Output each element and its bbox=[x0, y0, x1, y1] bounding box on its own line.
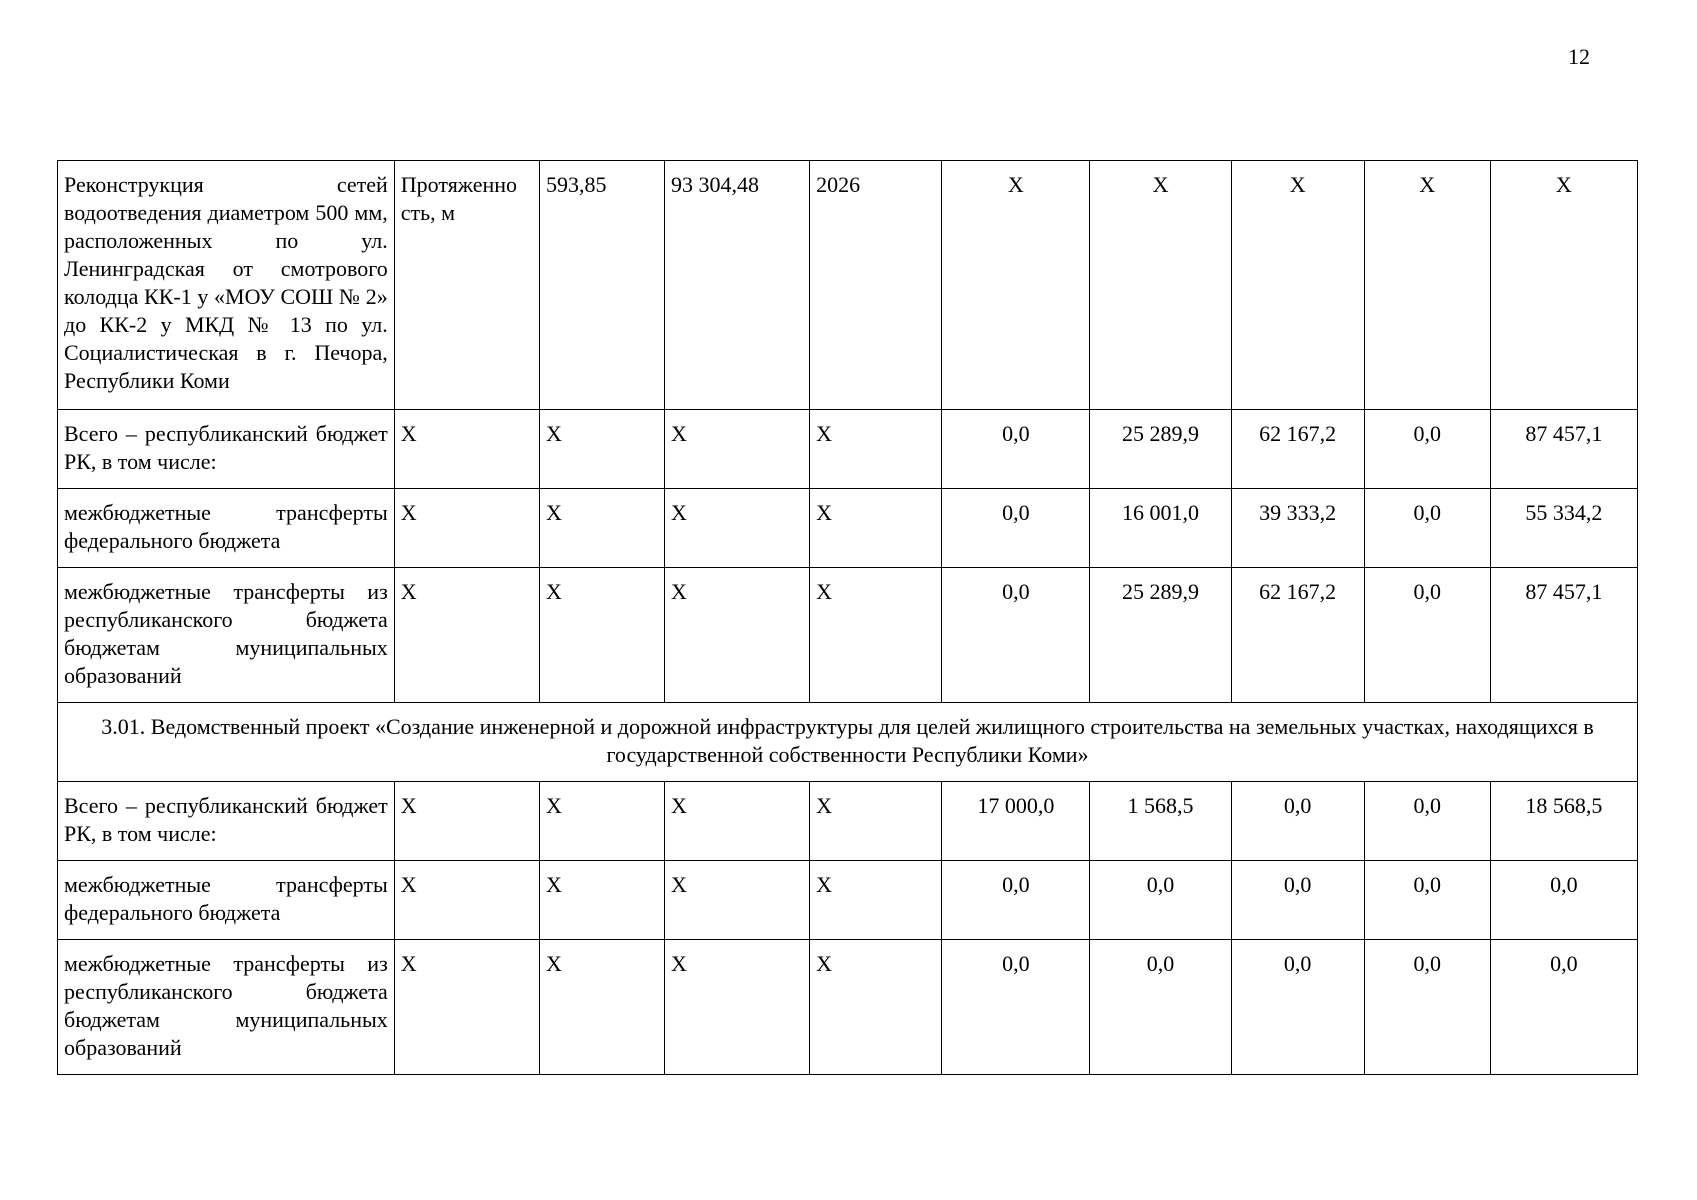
y3-cell: 0,0 bbox=[1231, 940, 1364, 1075]
total-cell: 55 334,2 bbox=[1490, 489, 1637, 568]
y3-cell: 62 167,2 bbox=[1231, 410, 1364, 489]
y4-cell: 0,0 bbox=[1364, 940, 1490, 1075]
y4-cell: 0,0 bbox=[1364, 861, 1490, 940]
y2-cell: 1 568,5 bbox=[1090, 782, 1231, 861]
y2-cell: 0,0 bbox=[1090, 861, 1231, 940]
unit-cell: Протяженно сть, м bbox=[394, 161, 539, 410]
y3-cell: 0,0 bbox=[1231, 782, 1364, 861]
year-cell: X bbox=[810, 489, 942, 568]
y4-cell: 0,0 bbox=[1364, 410, 1490, 489]
y1-cell: 0,0 bbox=[942, 568, 1090, 703]
table-row-municipal bbox=[58, 940, 1638, 1075]
total-cell: 0,0 bbox=[1490, 861, 1637, 940]
y1-cell: 17 000,0 bbox=[942, 782, 1090, 861]
row-label-cell: межбюджетные трансферты из республиканского бюджета бюджетам муниципальных образований bbox=[58, 568, 395, 703]
capacity-cell: X bbox=[539, 940, 664, 1075]
row-label-cell: Всего – республиканский бюджет РК, в том числе: bbox=[58, 782, 395, 861]
y3-cell: 0,0 bbox=[1231, 861, 1364, 940]
table-row-total bbox=[58, 410, 1638, 489]
y2-cell: 25 289,9 bbox=[1090, 410, 1231, 489]
row-label-cell: Всего – республиканский бюджет РК, в том числе: bbox=[58, 410, 395, 489]
capacity-cell: X bbox=[539, 568, 664, 703]
y1-cell: 0,0 bbox=[942, 410, 1090, 489]
y1-cell: X bbox=[942, 161, 1090, 410]
year-cell: 2026 bbox=[810, 161, 942, 410]
unit-cell: X bbox=[394, 940, 539, 1075]
cost-cell: X bbox=[664, 568, 809, 703]
y2-cell: X bbox=[1090, 161, 1231, 410]
total-cell: 87 457,1 bbox=[1490, 410, 1637, 489]
cost-cell: X bbox=[664, 410, 809, 489]
table-row-total bbox=[58, 782, 1638, 861]
y1-cell: 0,0 bbox=[942, 489, 1090, 568]
y4-cell: 0,0 bbox=[1364, 782, 1490, 861]
cost-cell: X bbox=[664, 782, 809, 861]
unit-cell: X bbox=[394, 782, 539, 861]
year-cell: X bbox=[810, 940, 942, 1075]
total-cell: 87 457,1 bbox=[1490, 568, 1637, 703]
cost-cell: X bbox=[664, 940, 809, 1075]
y4-cell: X bbox=[1364, 161, 1490, 410]
object-name-cell: Реконструкция сетей водоотведения диаметром 500 мм, расположенных по ул. Ленинградская от смотрового колодца КК-1 у «МОУ СОШ № 2» до КК-2 у МКД № 13 по ул. Социалистическая в г. Печора, Республики Коми bbox=[58, 161, 395, 410]
year-cell: X bbox=[810, 568, 942, 703]
row-label-cell: межбюджетные трансферты из республиканского бюджета бюджетам муниципальных образований bbox=[58, 940, 395, 1075]
table-row-municipal bbox=[58, 568, 1638, 703]
y2-cell: 16 001,0 bbox=[1090, 489, 1231, 568]
capacity-cell: X bbox=[539, 861, 664, 940]
row-label-cell: межбюджетные трансферты федерального бюджета bbox=[58, 861, 395, 940]
y1-cell: 0,0 bbox=[942, 940, 1090, 1075]
table-row-federal bbox=[58, 489, 1638, 568]
y3-cell: X bbox=[1231, 161, 1364, 410]
total-cell: X bbox=[1490, 161, 1637, 410]
year-cell: X bbox=[810, 861, 942, 940]
capacity-cell: X bbox=[539, 782, 664, 861]
capacity-cell: X bbox=[539, 489, 664, 568]
unit-cell: X bbox=[394, 410, 539, 489]
cost-cell: 93 304,48 bbox=[664, 161, 809, 410]
unit-cell: X bbox=[394, 861, 539, 940]
table-row-section bbox=[58, 703, 1638, 782]
y2-cell: 25 289,9 bbox=[1090, 568, 1231, 703]
y4-cell: 0,0 bbox=[1364, 489, 1490, 568]
y1-cell: 0,0 bbox=[942, 861, 1090, 940]
y3-cell: 39 333,2 bbox=[1231, 489, 1364, 568]
unit-cell: X bbox=[394, 489, 539, 568]
section-title: 3.01. Ведомственный проект «Создание инженерной и дорожной инфраструктуры для целей жилищного строительства на земельных участках, находящихся в государственной собственности Республики Коми» bbox=[58, 703, 1638, 782]
total-cell: 0,0 bbox=[1490, 940, 1637, 1075]
y3-cell: 62 167,2 bbox=[1231, 568, 1364, 703]
budget-table bbox=[57, 160, 1638, 1075]
cost-cell: X bbox=[664, 861, 809, 940]
cost-cell: X bbox=[664, 489, 809, 568]
year-cell: X bbox=[810, 782, 942, 861]
row-label-cell: межбюджетные трансферты федерального бюджета bbox=[58, 489, 395, 568]
capacity-cell: 593,85 bbox=[539, 161, 664, 410]
y4-cell: 0,0 bbox=[1364, 568, 1490, 703]
total-cell: 18 568,5 bbox=[1490, 782, 1637, 861]
y2-cell: 0,0 bbox=[1090, 940, 1231, 1075]
year-cell: X bbox=[810, 410, 942, 489]
page-number: 12 bbox=[1568, 44, 1590, 69]
table-row-object bbox=[58, 161, 1638, 410]
unit-cell: X bbox=[394, 568, 539, 703]
capacity-cell: X bbox=[539, 410, 664, 489]
table-row-federal bbox=[58, 861, 1638, 940]
